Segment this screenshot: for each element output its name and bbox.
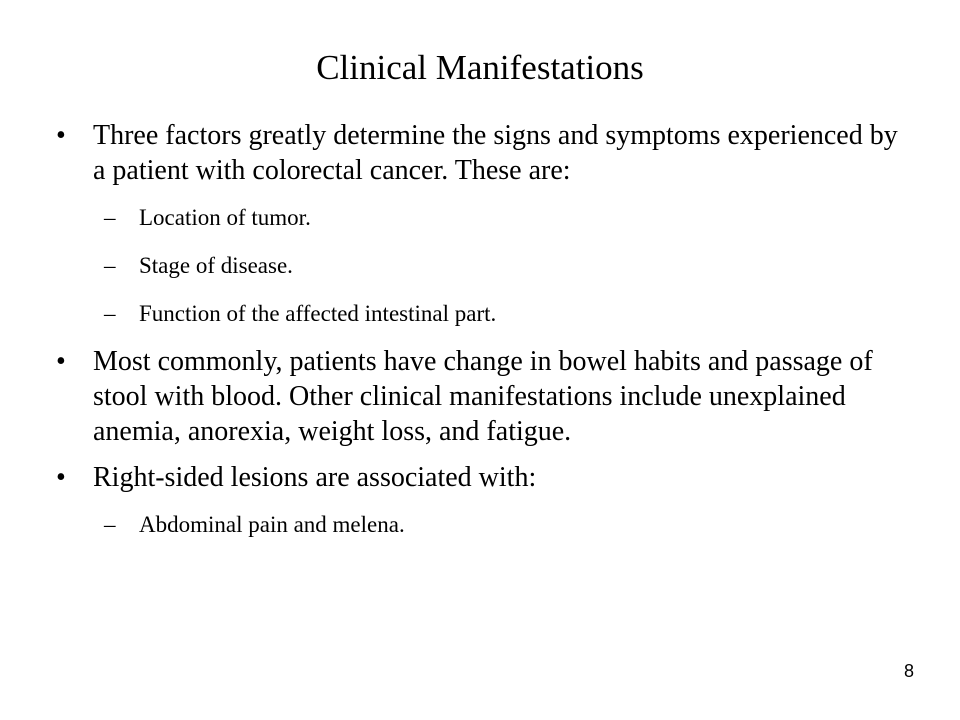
page-number: 8 bbox=[903, 661, 914, 681]
bullet-item bbox=[56, 344, 906, 449]
bullet-icon: • bbox=[56, 346, 66, 377]
dash-icon: – bbox=[104, 205, 116, 230]
dash-icon: – bbox=[104, 253, 116, 278]
dash-icon: – bbox=[104, 512, 116, 537]
bullet-icon: • bbox=[56, 462, 66, 493]
sub-bullet-item bbox=[56, 204, 906, 232]
sub-bullet-text: Function of the affected intestinal part. bbox=[139, 301, 497, 326]
bullet-text: Three factors greatly determine the signs and symptoms experienced by a patient with colorectal cancer. These are: bbox=[93, 120, 898, 186]
bullet-item bbox=[56, 118, 906, 188]
sub-bullet-item bbox=[56, 252, 906, 280]
bullet-text: Most commonly, patients have change in bowel habits and passage of stool with blood. Other clinical manifestations include unexplained anemia, anorexia, weight loss, and fatigue. bbox=[93, 346, 873, 447]
sub-bullet-text: Stage of disease. bbox=[139, 253, 293, 278]
sub-bullet-item bbox=[56, 300, 906, 328]
slide-title: Clinical Manifestations bbox=[316, 48, 644, 87]
dash-icon: – bbox=[104, 301, 116, 326]
bullet-icon: • bbox=[56, 120, 66, 151]
slide-content bbox=[56, 118, 906, 555]
sub-bullet-text: Location of tumor. bbox=[139, 205, 311, 230]
sub-bullet-text: Abdominal pain and melena. bbox=[139, 512, 405, 537]
sub-bullet-item bbox=[56, 511, 906, 539]
bullet-text: Right-sided lesions are associated with: bbox=[93, 462, 537, 493]
bullet-item bbox=[56, 460, 906, 495]
